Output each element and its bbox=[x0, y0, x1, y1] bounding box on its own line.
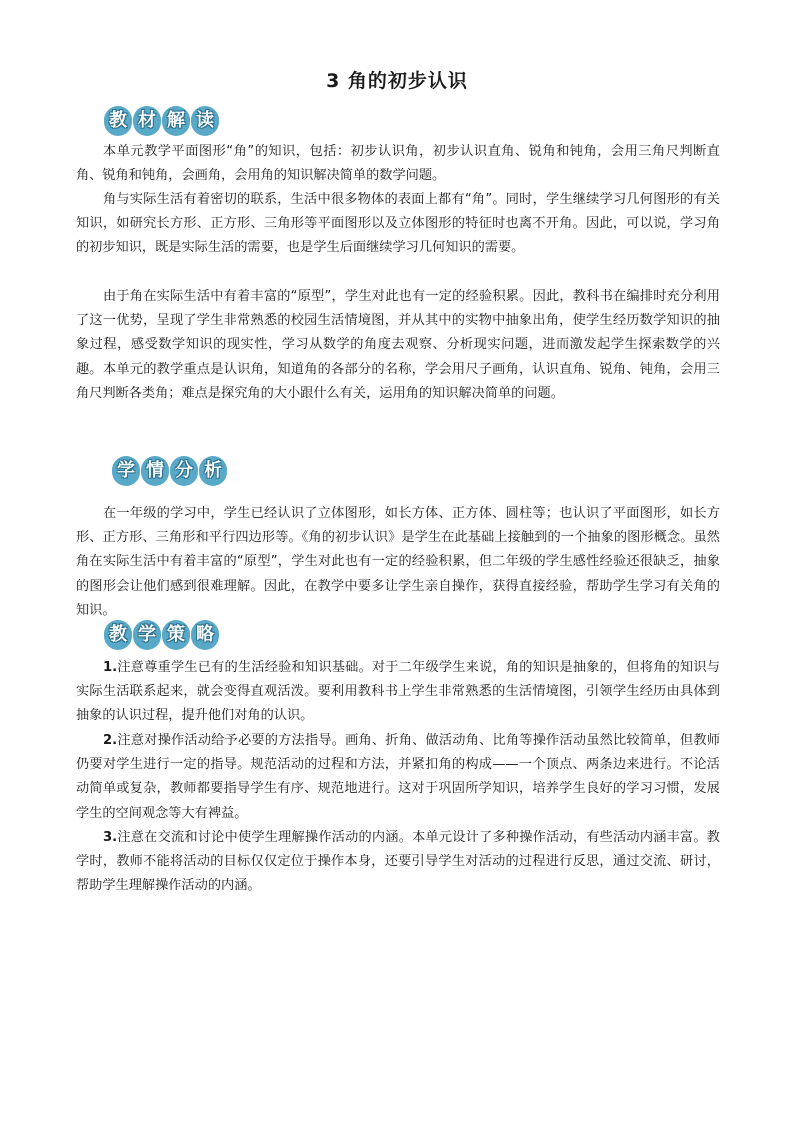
section-heading-textbook-analysis bbox=[104, 106, 219, 136]
strategy-item bbox=[76, 826, 720, 899]
paragraph: 角与实际生活有着密切的联系，生活中很多物体的表面上都有“角”。同时，学生继续学习几何图形的有关知识，如研究长方形、正方形、三角形等平面图形以及立体图形的特征时也离不开角。因此，可以说，学习角的初步知识，既是实际生活的需要，也是学生后面继续学习几何知识的需要。 bbox=[76, 192, 720, 256]
heading-char: 情 bbox=[141, 456, 169, 486]
strategy-item bbox=[76, 729, 720, 826]
item-text: 注意对操作活动给予必要的方法指导。画角、折角、做活动角、比角等操作活动虽然比较简单，但教师仍要对学生进行一定的指导。规范活动的过程和方法，并紧扣角的构成——一个顶点、两条边来进行。不论活动简单或复杂，教师都要指导学生有序、规范地进行。这对于巩固所学知识，培养学生良好的学习习惯，发展学生的空间观念等大有裨益。 bbox=[76, 733, 720, 821]
page-title: 3 角的初步认识 bbox=[326, 70, 468, 92]
item-number: 1. bbox=[103, 660, 118, 675]
item-text: 注意在交流和讨论中使学生理解操作活动的内涵。本单元设计了多种操作活动，有些活动内涵丰富。教学时，教师不能将活动的目标仅仅定位于操作本身，还要引导学生对活动的过程进行反思，通过交流、研讨，帮助学生理解操作活动的内涵。 bbox=[76, 830, 720, 894]
heading-char: 析 bbox=[199, 456, 227, 486]
heading-char: 策 bbox=[162, 620, 190, 650]
item-number: 2. bbox=[103, 733, 118, 748]
heading-char: 教 bbox=[104, 620, 132, 650]
strategy-item bbox=[76, 656, 720, 729]
heading-char: 教 bbox=[104, 106, 132, 136]
item-text: 注意尊重学生已有的生活经验和知识基础。对于二年级学生来说，角的知识是抽象的，但将角的知识与实际生活联系起来，就会变得直观活泼。要利用教科书上学生非常熟悉的生活情境图，引领学生经历由具体到抽象的认识过程，提升他们对角的认识。 bbox=[76, 660, 720, 724]
item-number: 3. bbox=[103, 830, 118, 845]
heading-char: 材 bbox=[133, 106, 161, 136]
heading-char: 学 bbox=[133, 620, 161, 650]
section-heading-teaching-strategy bbox=[104, 620, 219, 650]
paragraph: 本单元的教学重点是认识角，知道角的各部分的名称，学会用尺子画角，认识直角、锐角、钝角，会用三角尺判断各类角；难点是探究角的大小跟什么有关，运用角的知识解决简单的问题。 bbox=[76, 362, 720, 402]
heading-char: 学 bbox=[112, 456, 140, 486]
heading-char: 读 bbox=[191, 106, 219, 136]
heading-char: 略 bbox=[191, 620, 219, 650]
paragraph: 在一年级的学习中，学生已经认识了立体图形，如长方体、正方体、圆柱等；也认识了平面图形，如长方形、正方形、三角形和平行四边形等。《角的初步认识》是学生在此基础上接触到的一个抽象的图形概念。虽然角在实际生活中有着丰富的“原型”，学生对此也有一定的经验积累，但二年级的学生感性经验还很缺乏，抽象的图形会让他们感到很难理解。因此，在教学中要多让学生亲自操作，获得直接经验，帮助学生学习有关角的知识。 bbox=[76, 506, 720, 618]
paragraph: 由于角在实际生活中有着丰富的“原型”，学生对此也有一定的经验积累。因此，教科书在编排时充分利用了这一优势，呈现了学生非常熟悉的校园生活情境图，并从其中的实物中抽象出角，使学生经历数学知识的抽象过程，感受数学知识的现实性，学习从数学的角度去观察、分析现实问题，进而激发起学生探索数学的兴趣。 bbox=[76, 289, 720, 377]
heading-char: 解 bbox=[162, 106, 190, 136]
paragraph: 本单元教学平面图形“角”的知识，包括：初步认识角，初步认识直角、锐角和钝角，会用三角尺判断直角、锐角和钝角，会画角，会用角的知识解决简单的数学问题。 bbox=[76, 144, 720, 184]
section-heading-learner-analysis bbox=[112, 456, 227, 486]
heading-char: 分 bbox=[170, 456, 198, 486]
